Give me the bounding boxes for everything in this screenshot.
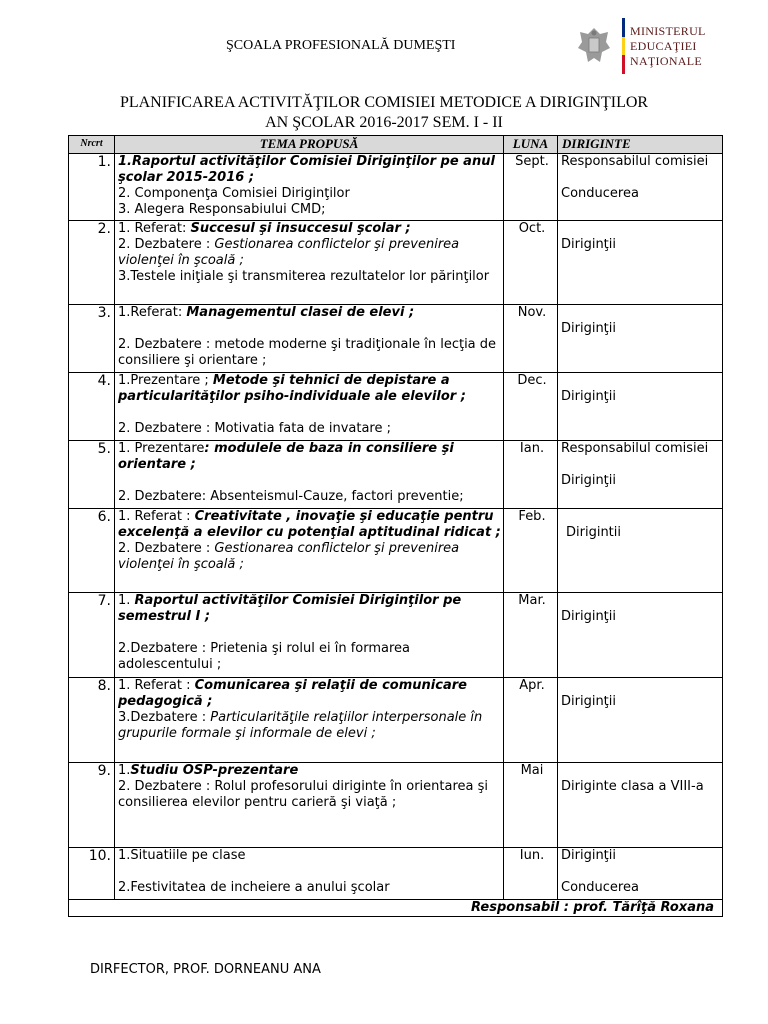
responsible-line: Diriginţii <box>561 237 617 252</box>
responsible-line: Diriginţii <box>561 694 617 709</box>
column-header-nr: Nrcrt <box>69 136 115 154</box>
document-title: PLANIFICAREA ACTIVITĂŢILOR COMISIEI METODICE A DIRIGINŢILOR <box>119 94 649 111</box>
row-topic <box>115 593 504 678</box>
row-month: Feb. <box>504 509 558 593</box>
table-row <box>69 373 723 441</box>
responsible-line: Diriginţii <box>561 473 617 488</box>
topic-line: 1.Raportul activităţilor Comisiei Diriginţilor pe anul şcolar 2015-2016 ; <box>118 154 495 185</box>
row-number: 7. <box>69 593 115 678</box>
table-row <box>69 848 723 900</box>
topic-line: 1. Referat: Succesul şi insuccesul şcolar ; <box>118 221 411 236</box>
topic-line: 1. Referat : Comunicarea şi relaţii de comunicare pedagogică ; <box>118 678 467 709</box>
row-month: Mai <box>504 763 558 848</box>
topic-line: 1. Prezentare: modulele de baza in consiliere şi orientare ; <box>118 441 454 472</box>
topic-line: 2.Festivitatea de incheiere a anului şcolar <box>118 880 390 895</box>
responsible-line: Diriginţii <box>561 321 617 336</box>
row-number: 1. <box>69 154 115 221</box>
table-footer-row <box>69 900 723 917</box>
director-line: DIRFECTOR, PROF. DORNEANU ANA <box>90 962 321 977</box>
row-responsible <box>558 305 723 373</box>
topic-line: 1. Raportul activităţilor Comisiei Diriginţilor pe semestrul I ; <box>118 593 462 624</box>
row-number: 8. <box>69 678 115 763</box>
row-month: Sept. <box>504 154 558 221</box>
ministry-name <box>630 24 706 69</box>
responsible-line: Conducerea <box>561 186 639 201</box>
row-number: 10. <box>69 848 115 900</box>
row-month: Apr. <box>504 678 558 763</box>
table-row <box>69 441 723 509</box>
row-responsible <box>558 221 723 305</box>
activities-table <box>68 135 723 917</box>
topic-line: 2. Dezbatere : Motivatia fata de invatare ; <box>118 421 391 436</box>
row-month: Ian. <box>504 441 558 509</box>
ministry-line-1: MINISTERUL <box>630 24 706 38</box>
row-responsible <box>558 509 723 593</box>
responsible-line: Dirigintii <box>566 525 622 540</box>
table-row <box>69 593 723 678</box>
row-responsible <box>558 593 723 678</box>
topic-line: 1.Prezentare ; Metode şi tehnici de depistare a particularităţilor psiho-individuale ale elevilor ; <box>118 373 466 404</box>
topic-line: 2. Dezbatere : metode moderne şi tradiţionale în lecţia de consiliere şi orientare ; <box>118 337 497 368</box>
topic-line: 1.Situatiile pe clase <box>118 848 246 863</box>
topic-line: 1. Referat : Creativitate , inovaţie şi educaţie pentru excelenţă a elevilor cu potenţial aptitudinal ridicat ; <box>118 509 501 540</box>
row-responsible <box>558 154 723 221</box>
topic-line: 2. Dezbatere: Absenteismul-Cauze, factori preventie; <box>118 489 464 504</box>
responsible-line: Diriginţii <box>561 389 617 404</box>
responsible-line: Conducerea <box>561 880 639 895</box>
row-topic <box>115 154 504 221</box>
responsible-line: Responsabilul comisiei <box>561 154 709 169</box>
row-number: 2. <box>69 221 115 305</box>
topic-line: 1.Referat: Managementul clasei de elevi ; <box>118 305 415 320</box>
row-topic <box>115 441 504 509</box>
responsible-signature: Responsabil : prof. Tărîţă Roxana <box>69 900 723 917</box>
row-number: 9. <box>69 763 115 848</box>
ministry-line-2: EDUCAŢIEI <box>630 39 697 53</box>
row-topic <box>115 848 504 900</box>
column-header-diriginte: DIRIGINTE <box>558 136 723 154</box>
row-number: 5. <box>69 441 115 509</box>
topic-line: 2. Dezbatere : Rolul profesorului diriginte în orientarea şi consilierea elevilor pentru carieră şi viaţă ; <box>118 779 489 810</box>
ministry-line-3: NAŢIONALE <box>630 54 703 68</box>
row-responsible <box>558 373 723 441</box>
row-responsible <box>558 678 723 763</box>
document-subtitle: AN ŞCOLAR 2016-2017 SEM. I - II <box>265 114 503 131</box>
row-month: Mar. <box>504 593 558 678</box>
row-topic <box>115 678 504 763</box>
column-header-tema: TEMA PROPUSĂ <box>115 136 504 154</box>
row-month: Oct. <box>504 221 558 305</box>
row-number: 4. <box>69 373 115 441</box>
table-row <box>69 305 723 373</box>
ministry-logo <box>574 18 714 76</box>
topic-line: 3.Testele iniţiale şi transmiterea rezultatelor lor părinţilor <box>118 269 490 284</box>
topic-line: 2.Dezbatere : Prietenia şi rolul ei în formarea adolescentului ; <box>118 641 411 672</box>
topic-line: 2. Dezbatere : Gestionarea conflictelor şi prevenirea violenţei în şcoală ; <box>118 237 460 268</box>
topic-line: 2. Componenţa Comisiei Diriginţilor <box>118 186 350 201</box>
row-month: Dec. <box>504 373 558 441</box>
responsible-line: Diriginte clasa a VIII-a <box>561 779 704 794</box>
topic-line: 1.Studiu OSP-prezentare <box>118 763 299 778</box>
row-topic <box>115 763 504 848</box>
row-month: Iun. <box>504 848 558 900</box>
row-topic <box>115 305 504 373</box>
row-topic <box>115 221 504 305</box>
row-number: 3. <box>69 305 115 373</box>
school-name: ŞCOALA PROFESIONALĂ DUMEŞTI <box>226 38 456 53</box>
row-number: 6. <box>69 509 115 593</box>
row-responsible <box>558 848 723 900</box>
row-responsible <box>558 441 723 509</box>
row-month: Nov. <box>504 305 558 373</box>
responsible-line: Diriginţii <box>561 848 617 863</box>
topic-line: 2. Dezbatere : Gestionarea conflictelor şi prevenirea violenţei în şcoală ; <box>118 541 460 572</box>
row-topic <box>115 509 504 593</box>
responsible-line: Diriginţii <box>561 609 617 624</box>
table-row <box>69 221 723 305</box>
row-topic <box>115 373 504 441</box>
table-header-row <box>69 136 723 154</box>
table-row <box>69 763 723 848</box>
responsible-line: Responsabilul comisiei <box>561 441 709 456</box>
row-responsible <box>558 763 723 848</box>
topic-line: 3. Alegera Responsabiului CMD; <box>118 202 326 217</box>
flag-bar <box>622 18 625 74</box>
table-row <box>69 509 723 593</box>
table-row <box>69 678 723 763</box>
topic-line: 3.Dezbatere : Particularităţile relaţiilor interpersonale în grupurile formale şi informale de elevi ; <box>118 710 483 741</box>
table-row <box>69 154 723 221</box>
column-header-luna: LUNA <box>504 136 558 154</box>
coat-of-arms-icon <box>574 24 614 68</box>
